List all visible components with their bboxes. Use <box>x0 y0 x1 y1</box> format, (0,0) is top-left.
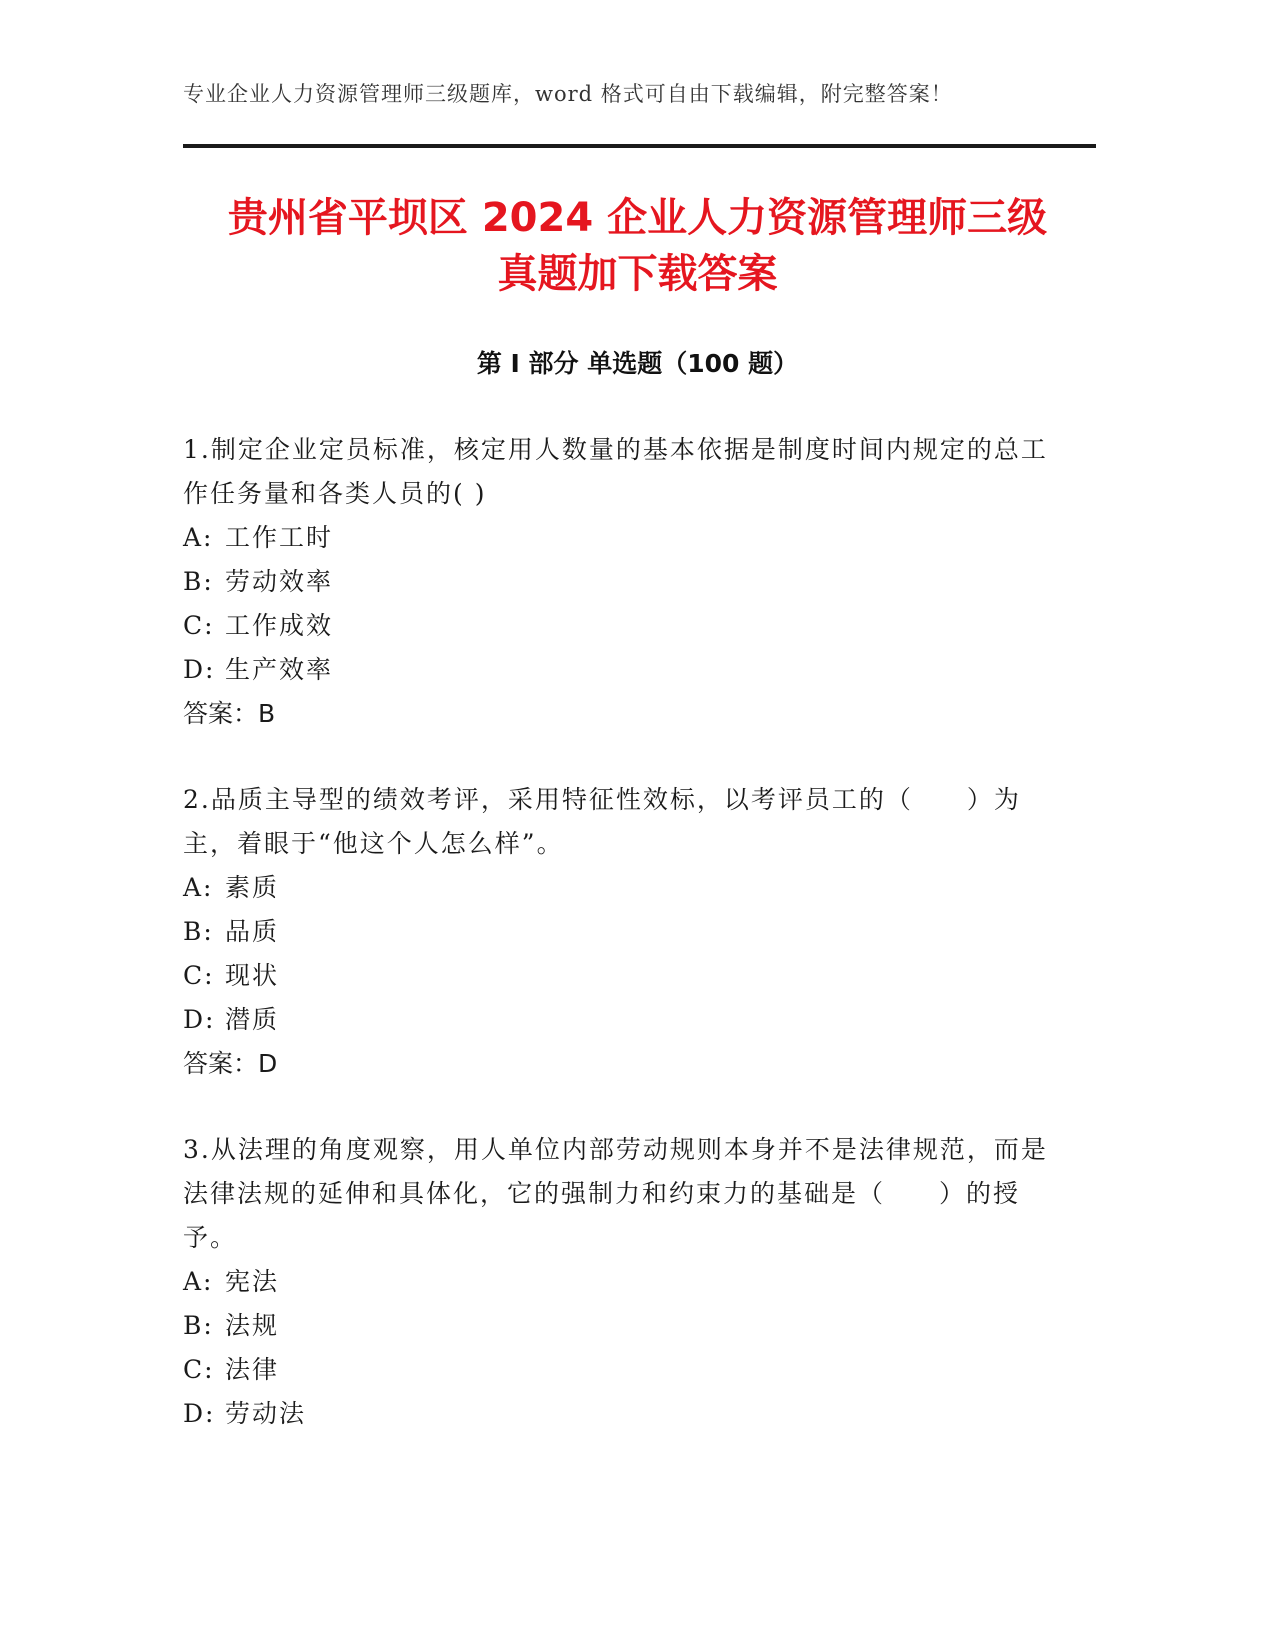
option-b <box>183 910 1063 954</box>
question-item <box>183 778 1063 1086</box>
option-text: 劳动法 <box>225 1399 307 1428</box>
option-b <box>183 1304 1063 1348</box>
option-a <box>183 1260 1063 1304</box>
option-letter: C: <box>183 611 215 640</box>
question-item <box>183 1128 1063 1436</box>
option-a <box>183 866 1063 910</box>
option-text: 劳动效率 <box>225 567 334 596</box>
answer-line: 答案：D <box>183 1049 278 1078</box>
document-title-line2: 真题加下载答案 <box>497 251 778 297</box>
answer-line: 答案：B <box>183 699 276 728</box>
option-letter: A: <box>183 523 214 552</box>
option-text: 工作工时 <box>225 523 334 552</box>
option-letter: B: <box>183 917 214 946</box>
option-text: 法规 <box>225 1311 280 1340</box>
question-stem: 1.制定企业定员标准，核定用人数量的基本依据是制度时间内规定的总工作任务量和各类人员的( ) <box>183 435 1048 508</box>
option-text: 宪法 <box>225 1267 280 1296</box>
option-letter: D: <box>183 655 216 684</box>
option-d <box>183 648 1063 692</box>
option-c <box>183 604 1063 648</box>
document-title <box>150 190 1125 302</box>
option-b <box>183 560 1063 604</box>
option-text: 生产效率 <box>225 655 334 684</box>
question-item <box>183 428 1063 736</box>
option-text: 品质 <box>225 917 280 946</box>
header-divider <box>183 144 1096 148</box>
option-letter: B: <box>183 1311 214 1340</box>
document-title-line1: 贵州省平坝区 2024 企业人力资源管理师三级 <box>227 195 1048 241</box>
option-letter: D: <box>183 1005 216 1034</box>
option-letter: D: <box>183 1399 216 1428</box>
option-text: 工作成效 <box>225 611 334 640</box>
section-heading: 第 I 部分 单选题（100 题） <box>476 349 799 378</box>
option-letter: A: <box>183 1267 214 1296</box>
option-a <box>183 516 1063 560</box>
option-letter: C: <box>183 961 215 990</box>
option-c <box>183 1348 1063 1392</box>
option-d <box>183 1392 1063 1436</box>
question-stem: 3.从法理的角度观察，用人单位内部劳动规则本身并不是法律规范，而是法律法规的延伸和具体化，它的强制力和约束力的基础是（ ）的授予。 <box>183 1135 1048 1252</box>
option-text: 法律 <box>225 1355 280 1384</box>
option-letter: C: <box>183 1355 215 1384</box>
header-note: 专业企业人力资源管理师三级题库，word 格式可自由下载编辑，附完整答案！ <box>183 82 953 106</box>
question-stem: 2.品质主导型的绩效考评，采用特征性效标，以考评员工的（ ）为主，着眼于“他这个人怎么样”。 <box>183 785 1021 858</box>
option-letter: A: <box>183 873 214 902</box>
question-list <box>183 428 1063 1478</box>
option-text: 现状 <box>225 961 280 990</box>
option-letter: B: <box>183 567 214 596</box>
option-d <box>183 998 1063 1042</box>
option-text: 潜质 <box>225 1005 280 1034</box>
option-c <box>183 954 1063 998</box>
option-text: 素质 <box>225 873 280 902</box>
